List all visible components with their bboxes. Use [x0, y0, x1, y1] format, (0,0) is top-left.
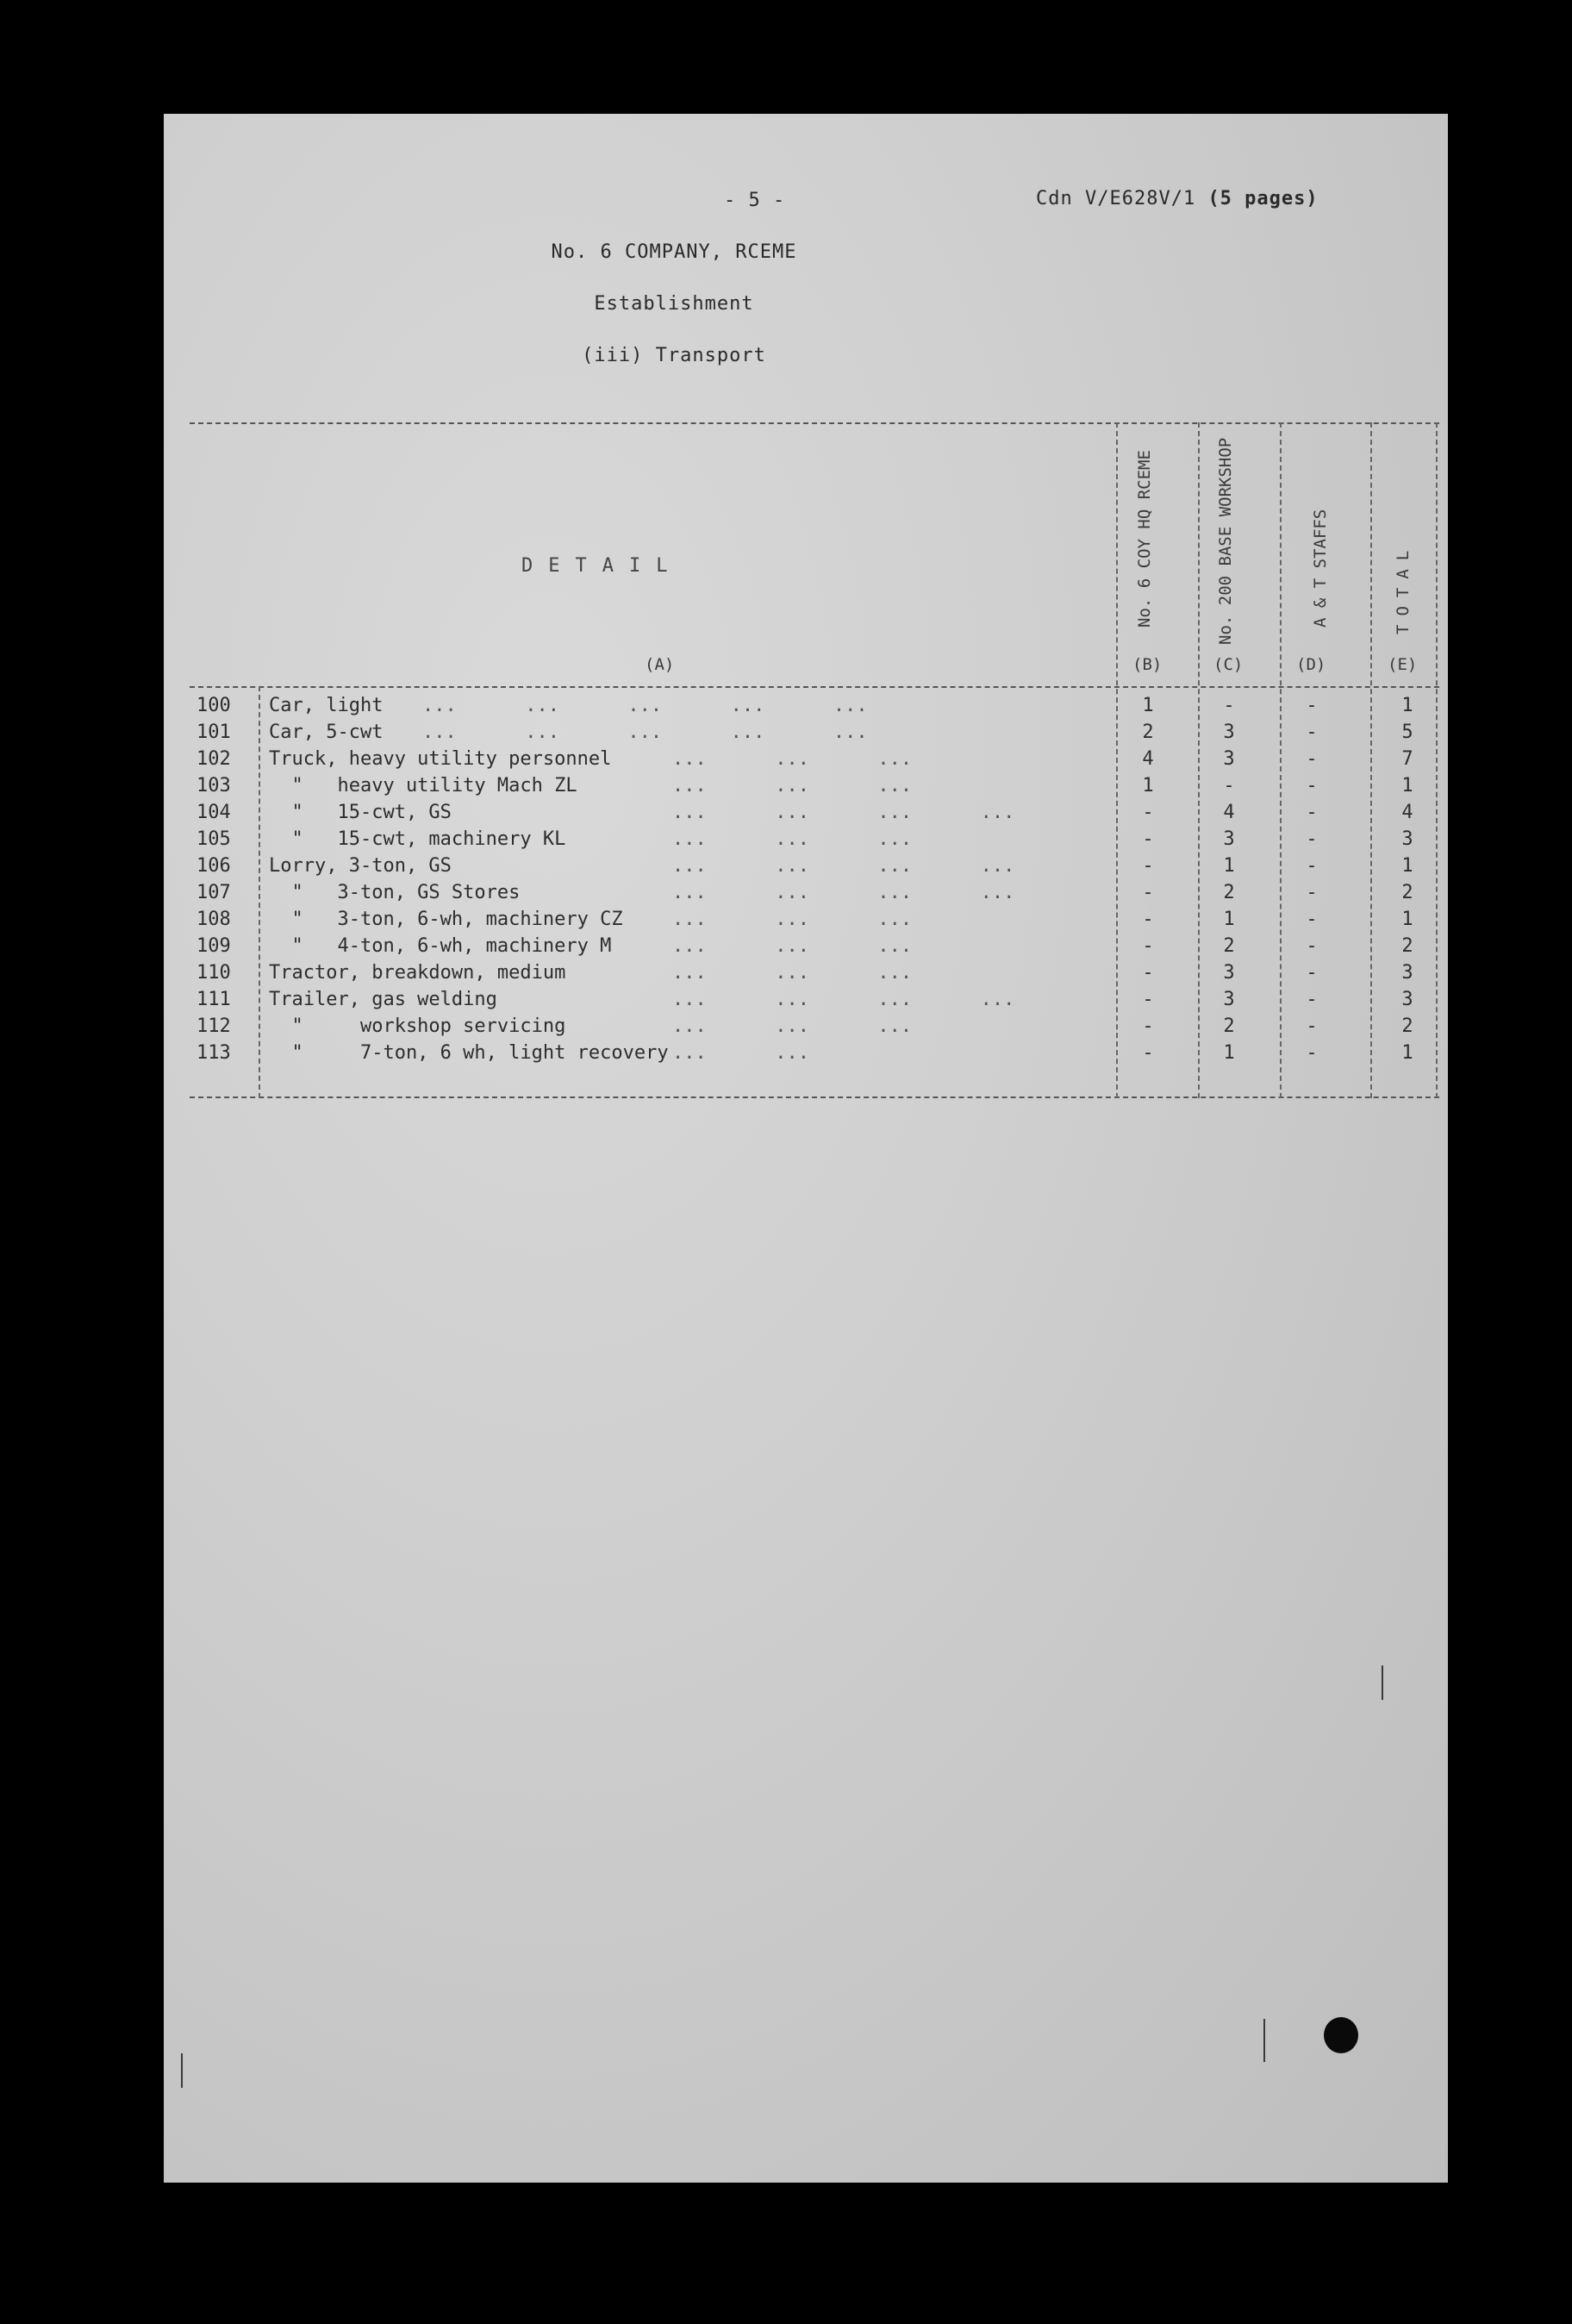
cell-b: - [1142, 855, 1154, 877]
table-row [190, 962, 1439, 989]
table-row [190, 695, 1439, 722]
cell-d: - [1306, 775, 1318, 797]
cell-e: 2 [1401, 1015, 1413, 1037]
cell-e: 1 [1401, 695, 1413, 716]
row-detail: Car, light [269, 695, 384, 716]
document-reference [1036, 188, 1319, 209]
leader-dots: ... ... ... ... ... [422, 722, 868, 743]
table-row [190, 1042, 1439, 1069]
cell-d: - [1306, 989, 1318, 1010]
cell-e: 1 [1401, 909, 1413, 930]
cell-d: - [1306, 855, 1318, 877]
leader-dots: ... ... ... ... [672, 802, 1015, 823]
row-detail: " workshop servicing [269, 1015, 566, 1037]
leader-dots: ... ... ... [672, 828, 913, 850]
table-row [190, 882, 1439, 909]
leader-dots: ... ... ... [672, 909, 913, 930]
row-number: 101 [196, 722, 231, 743]
table-row [190, 989, 1439, 1015]
row-detail: " 3-ton, 6-wh, machinery CZ [269, 909, 623, 930]
reference-pages: (5 pages) [1207, 188, 1319, 209]
table-row [190, 1015, 1439, 1042]
cell-c: 2 [1223, 935, 1235, 957]
cell-d: - [1306, 748, 1318, 770]
cell-c: 2 [1223, 882, 1235, 903]
scan-scratch [1382, 1665, 1383, 1700]
column-letter-b: (B) [1132, 655, 1163, 674]
cell-e: 2 [1401, 935, 1413, 957]
row-number: 102 [196, 748, 231, 770]
cell-c: 1 [1223, 855, 1235, 877]
leader-dots: ... ... ... [672, 962, 913, 984]
scan-scratch [181, 2053, 183, 2088]
cell-c: 3 [1223, 989, 1235, 1010]
row-number: 108 [196, 909, 231, 930]
row-detail: Car, 5-cwt [269, 722, 384, 743]
ink-blot [1324, 2017, 1358, 2053]
cell-b: - [1142, 1015, 1154, 1037]
cell-d: - [1306, 828, 1318, 850]
cell-e: 3 [1401, 962, 1413, 984]
cell-b: - [1142, 882, 1154, 903]
row-detail: " 7-ton, 6 wh, light recovery [269, 1042, 669, 1064]
row-detail: " 15-cwt, GS [269, 802, 452, 823]
cell-b: 1 [1142, 775, 1154, 797]
leader-dots: ... ... ... [672, 775, 913, 797]
cell-d: - [1306, 1015, 1318, 1037]
cell-b: - [1142, 909, 1154, 930]
cell-b: - [1142, 828, 1154, 850]
leader-dots: ... ... ... ... [672, 989, 1015, 1010]
row-detail: Truck, heavy utility personnel [269, 748, 612, 770]
row-number: 111 [196, 989, 231, 1010]
cell-c: - [1223, 775, 1235, 797]
table-row [190, 828, 1439, 855]
row-detail: " 4-ton, 6-wh, machinery M [269, 935, 612, 957]
cell-b: - [1142, 962, 1154, 984]
cell-d: - [1306, 909, 1318, 930]
row-number: 107 [196, 882, 231, 903]
table-row [190, 722, 1439, 748]
table-row [190, 748, 1439, 775]
table-top-rule [190, 422, 1439, 424]
cell-c: 2 [1223, 1015, 1235, 1037]
leader-dots: ... ... ... ... ... [422, 695, 868, 716]
leader-dots: ... ... ... [672, 1015, 913, 1037]
cell-b: - [1142, 1042, 1154, 1064]
cell-b: 4 [1142, 748, 1154, 770]
cell-d: - [1306, 962, 1318, 984]
row-detail: " 15-cwt, machinery KL [269, 828, 566, 850]
cell-c: 3 [1223, 962, 1235, 984]
row-number: 109 [196, 935, 231, 957]
column-letter-c: (C) [1213, 655, 1244, 674]
cell-d: - [1306, 882, 1318, 903]
cell-c: 3 [1223, 828, 1235, 850]
cell-c: 1 [1223, 909, 1235, 930]
column-header-b: No. 6 COY HQ RCEME [1135, 450, 1154, 628]
column-letter-a: (A) [645, 655, 675, 674]
cell-e: 1 [1401, 1042, 1413, 1064]
leader-dots: ... ... ... [672, 935, 913, 957]
leader-dots: ... ... ... ... [672, 882, 1015, 903]
cell-b: - [1142, 989, 1154, 1010]
cell-c: 1 [1223, 1042, 1235, 1064]
cell-e: 3 [1401, 828, 1413, 850]
cell-c: - [1223, 695, 1235, 716]
cell-b: 2 [1142, 722, 1154, 743]
row-detail: " 3-ton, GS Stores [269, 882, 521, 903]
page-number: - 5 - [724, 190, 786, 211]
cell-d: - [1306, 695, 1318, 716]
cell-e: 7 [1401, 748, 1413, 770]
row-detail: " heavy utility Mach ZL [269, 775, 577, 797]
table-row [190, 855, 1439, 882]
leader-dots: ... ... [672, 1042, 809, 1064]
column-letter-d: (D) [1296, 655, 1326, 674]
row-number: 110 [196, 962, 231, 984]
row-number: 112 [196, 1015, 231, 1037]
document-page [164, 114, 1448, 2183]
cell-d: - [1306, 935, 1318, 957]
leader-dots: ... ... ... [672, 748, 913, 770]
row-number: 113 [196, 1042, 231, 1064]
leader-dots: ... ... ... ... [672, 855, 1015, 877]
table-row [190, 935, 1439, 962]
row-detail: Lorry, 3-ton, GS [269, 855, 452, 877]
table-bottom-rule [190, 1096, 1439, 1098]
section-title: (iii) Transport [582, 345, 766, 366]
reference-code: Cdn V/E628V/1 [1036, 188, 1196, 209]
row-number: 105 [196, 828, 231, 850]
table-row [190, 775, 1439, 802]
cell-c: 4 [1223, 802, 1235, 823]
scan-scratch [1263, 2019, 1265, 2062]
detail-heading: DETAIL [521, 555, 683, 577]
cell-c: 3 [1223, 722, 1235, 743]
cell-e: 5 [1401, 722, 1413, 743]
document-title: No. 6 COMPANY, RCEME [551, 241, 797, 263]
cell-b: 1 [1142, 695, 1154, 716]
row-number: 103 [196, 775, 231, 797]
row-number: 106 [196, 855, 231, 877]
cell-e: 1 [1401, 855, 1413, 877]
row-number: 104 [196, 802, 231, 823]
cell-b: - [1142, 802, 1154, 823]
column-letter-e: (E) [1388, 655, 1418, 674]
row-detail: Trailer, gas welding [269, 989, 497, 1010]
row-number: 100 [196, 695, 231, 716]
cell-d: - [1306, 802, 1318, 823]
column-header-e: TOTAL [1394, 541, 1413, 634]
cell-b: - [1142, 935, 1154, 957]
column-header-d: A & T STAFFS [1311, 509, 1330, 628]
cell-c: 3 [1223, 748, 1235, 770]
table-row [190, 909, 1439, 935]
cell-e: 1 [1401, 775, 1413, 797]
column-header-c: No. 200 BASE WORKSHOP [1216, 437, 1235, 645]
transport-table [190, 422, 1439, 1098]
table-row [190, 802, 1439, 828]
cell-d: - [1306, 722, 1318, 743]
document-subtitle: Establishment [594, 293, 754, 315]
cell-e: 4 [1401, 802, 1413, 823]
cell-e: 3 [1401, 989, 1413, 1010]
cell-d: - [1306, 1042, 1318, 1064]
table-header-rule [190, 686, 1439, 688]
cell-e: 2 [1401, 882, 1413, 903]
row-detail: Tractor, breakdown, medium [269, 962, 566, 984]
